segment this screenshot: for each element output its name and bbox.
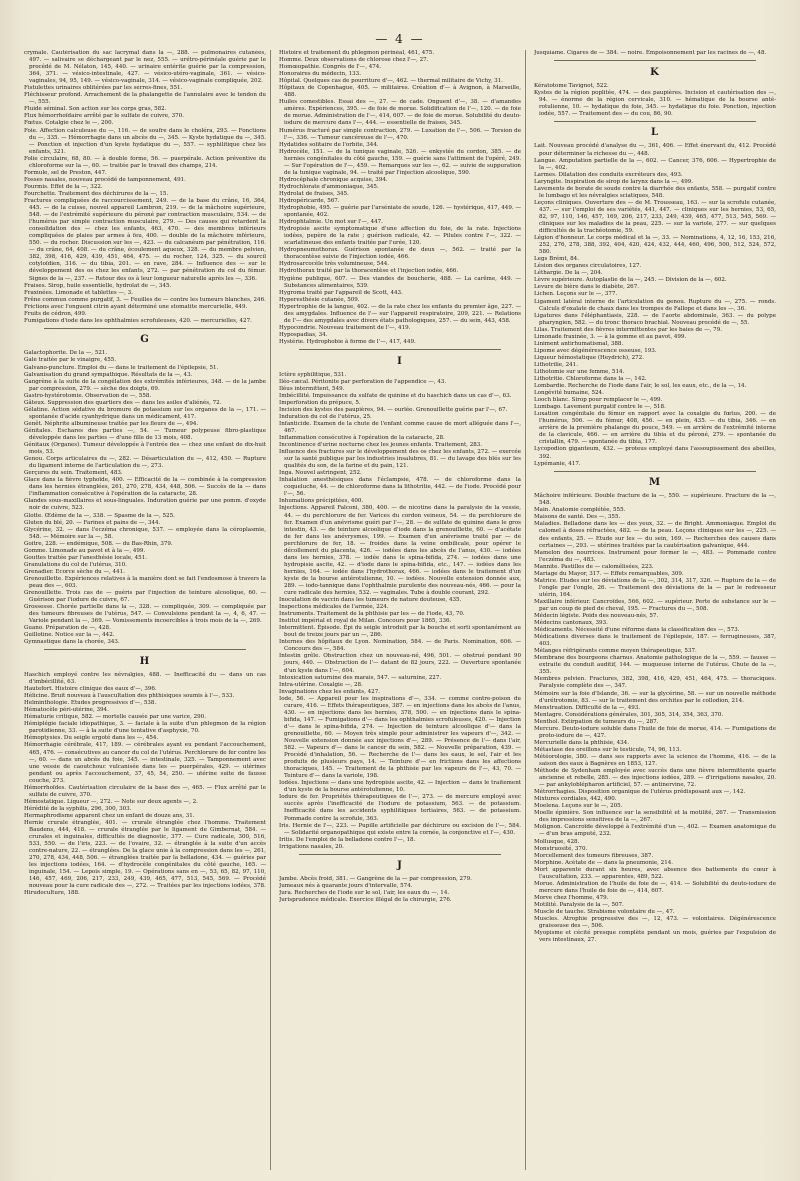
index-entry: Formule, sel de Preston, 447.: [24, 169, 107, 176]
index-column-middle: [279, 50, 526, 1170]
section-letter: H: [139, 655, 151, 667]
index-entry: Langue. Amputation partielle de la —, 602. — Cancer, 376, 606. — Hypertrophie de la —, 402.: [534, 157, 776, 171]
index-entry: Luxation congénitale du fémur en rapport avec la coxalgie du fœtus, 200. — de l'humérus, 506. — du fémur, 408, 456. — en plein, 435. — du tibia, 346. — en arrière de la première phalange du pouce, 549. — en arrière de l'extrémité interne de la clavicule, 466. — en arrière du tibia et du péroné, 279. — spontanée du cristallin, 479. — spontanée du tibia, 177.: [534, 411, 776, 446]
index-entry: Lombardie. Recherche de l'iode dans l'air, le sol, les eaux, etc., de la —, 14.: [534, 383, 747, 390]
index-entry: Genou. Corps articulaires du —, 282. — Désarticulation du —, 412, 450. — Rupture du ligament interne de l'articulation du —, 273.: [24, 456, 266, 470]
index-entry: Lypémanie, 417.: [534, 460, 581, 467]
index-entry: Génitales. Eschares des parties —, 54. — Tumeur polypeuse fibro-plastique développée dans les parties — d'une fille de 13 mois, 408.: [24, 427, 266, 441]
index-entry: Fourmis. Effet de la —, 322.: [24, 183, 103, 190]
index-entry: Menthol. Extirpation de tumeurs du —, 287.: [534, 718, 659, 725]
index-entry: Guillotine. Notice sur la —, 442.: [24, 632, 115, 639]
index-entry: Infanticide. Examen de la chute de l'enfant comme cause de mort alléguée dans l'—, 467.: [279, 420, 521, 434]
index-entry: Imperforation du prépuce, 5.: [279, 399, 361, 406]
index-entry: Myopisme et cécité presque complète pendant un mois, guéries par l'expulsion de vers intestinaux, 27.: [534, 930, 776, 944]
index-entry: Fluide séminal. Son action sur les corps gras, 582.: [24, 106, 167, 113]
index-entry: Grenouillette. Trois cas de — guéris par l'injection de teinture alcoolique, 60. — Guérison par l'iodure de cuivre, 67.: [24, 590, 266, 604]
page-number: — 4 —: [375, 32, 425, 46]
index-entry: Homœopathie. Congrès de l'—, 474.: [279, 64, 382, 71]
index-entry: Instruments. Traitement de la phthisie par les — de l'iode, 43, 70.: [279, 611, 465, 618]
index-entry: Morue. Administration de l'huile de foie de —, 414. — Solubilité du deuto-iodure de mercure dans l'huile de foie de —, 414, 607.: [534, 880, 776, 894]
index-entry: Gluten du blé, 20. — Farines et pains de —, 344.: [24, 519, 161, 526]
index-entry: Intestin grêle. Obstruction chez un nouveau-né, 496, 501. — obstrué pendant 90 jours, 440. — Obstruction de l'— datant de 82 jours, 222. — Ouverture spontanée d'un kyste dans l'—, 604.: [279, 653, 521, 674]
index-entry: Hydrophtalmie. Un mot sur l'—, 447.: [279, 219, 383, 226]
index-entry: Fumigations d'iode dans les ophthalmies scrofuleuses, 420. — mercurielles, 427.: [24, 317, 252, 324]
index-entry: Lithotritie. Chloroforme dans la —, 142.: [534, 376, 647, 383]
index-entry: Hématocèle péri-utérine, 394.: [24, 707, 109, 714]
index-entry: Molignon. Cancroïde développé à l'extrémité d'un —, 402. — Examen anatomique du — d'un bras amputé, 232.: [534, 824, 776, 838]
index-entry: Hématurie critique, 582. — mortelle causée par une varice, 290.: [24, 714, 206, 721]
index-entry: Looch blanc. Sirop pour remplacer le —, 499.: [534, 397, 663, 404]
index-entry: Liniment antirhumatismal, 388.: [534, 340, 624, 347]
section-divider: [554, 471, 756, 472]
index-entry: Maladies. Belladone dans les — des yeux, 32. — de Bright. Ammoniaque. Emploi du calomel à doses réfractées, 482. — de la peau. Leçons cliniques sur les —, 225. — des enfants, 25. — Etude sur les — du sein, 169. — Recherches des causes dans certaines —, 293. — utérines traitées par la cautérisation galvanique, 444.: [534, 521, 776, 549]
index-entry: Hydrothorax traité par la thoracentèse et l'injection iodée, 466.: [279, 268, 459, 275]
index-entry: Hélicine. Bruit nouveau à l'auscultation des phthisiques soumis à l'—, 533.: [24, 693, 235, 700]
index-entry: Institut impérial et royal de Milan. Concours pour 1865, 336.: [279, 618, 452, 625]
index-entry: Galactophorite. De la —, 521.: [24, 350, 108, 357]
index-columns: [24, 50, 776, 1170]
index-entry: Menstruation. Difficulté de la —, 493.: [534, 704, 641, 711]
index-entry: Muscles. Atrophie progressive des —, 12, 473. — volontaires. Dégénérescence graisseuse des —, 506.: [534, 916, 776, 930]
index-entry: Mannite. Pastilles de — calomélisées, 223.: [534, 563, 654, 570]
section-letter: G: [140, 334, 150, 346]
index-entry: Galvano-puncture. Emploi du — dans le traitement de l'épilepsie, 51.: [24, 364, 219, 371]
index-entry: Laryngite. Inspiration de sirop de larynx dans la —, 499.: [534, 178, 694, 185]
index-entry: Kératotome Tavignot, 522.: [534, 82, 609, 89]
index-entry: Iris. Hernie de l'—, 223. — Pupille artificielle par déchirure ou excision de l'—, 584. — Solidarité organopathique qui existe entre la cornée, la conjonctive et l'—, 430.: [279, 822, 521, 836]
index-entry: Influence des fractures sur le développement des os chez les enfants, 272. — exercée sur la santé publique par les industries insalubres, 81. — du lavage des blés sur les qualités du son, de la farine et du pain, 121.: [279, 449, 521, 470]
index-entry: Frêne commun comme purgatif, 3. — Feuilles de — contre les tumeurs blanches, 246.: [24, 296, 266, 303]
index-entry: Ligament latéral interne de l'articulation du genou. Rupture du —, 275. — ronds. Calculs d'oxalate de chaux dans les trompes de Fallope et dans les —, 36.: [534, 298, 776, 312]
index-entry: Huiles comestibles. Essai des —, 27. — de cade. Onguent d'—, 38. — d'amandes amères. Expériences, 395. — de foie de morue. Solidification de l'—, 120. — de foie de morue. Administration de l'—, 414, 607. — de foie de morue. Solubilité du deuto-iodure de mercure dans l'—, 444. — essentielle de fraises, 345.: [279, 99, 521, 127]
index-entry: Mamelon des nourrices. Instrument pour former le —, 483. — Pommade contre l'eczéma du —, 483.: [534, 549, 776, 563]
section-letter: I: [397, 355, 403, 367]
index-entry: Méthode de Sydenham employée avec succès dans une fièvre intermittente quarte ancienne et rebelle, 285. — des injections iodées, 289. — d'irrigations nasales, 20. — par ankyloblépharon artificiel, 57. — antinervine, 72.: [534, 768, 776, 789]
index-entry: Helminthologie. Etudes progressives d'—, 538.: [24, 700, 157, 707]
index-entry: Intermittent. Épisode. Épi du seigle introduit par la bouche et sorti spontanément au bout de treize jours par un —, 286.: [279, 625, 521, 639]
index-entry: Gymnastique dans la chorée, 343.: [24, 639, 120, 646]
index-entry: Médecins cantonaux, 393.: [534, 620, 608, 627]
index-entry: Muscle de tauche. Strabisme volontaire du —, 47.: [534, 908, 675, 915]
index-entry: Fosses nasales, nouveau procédé de tamponnement, 491.: [24, 176, 186, 183]
index-entry: Longévité humaine, 524.: [534, 390, 604, 397]
index-entry: Morve chez l'homme, 479.: [534, 894, 609, 901]
index-entry: Gale traitée par le vinaigre, 455.: [24, 357, 117, 364]
index-entry: Homme. Deux observations de chlorose chez l'—, 27.: [279, 57, 429, 64]
index-entry: crymale. Cautérisation du sac lacrymal dans la —, 288. — pulmonaires cutanées, 497. — salivaire se déchargeant par le nez, 555. — urétro-périnéale guérie par le procédé de M. Nélaton, 145, 440. — urinaire entérite guérie par la compression, 364, 371. — vésico-intestinale, 427. — vésico-utéro-vaginale, 361. — vésico-vaginales, 94, 95, 149. — vésico-vaginale, 314. — vésico-vaginale compliquée, 202.: [24, 50, 266, 85]
index-entry: Métastase des oreillons sur le testicule, 74, 96, 113.: [534, 746, 682, 753]
index-entry: Folie circulaire, 68, 80. — à double forme, 56. — puerpérale. Action préventive du chloroforme sur la —, 60. — traitée par le travail des champs, 214.: [24, 155, 266, 169]
index-entry: Membrane des bourgeons charnus. Anatomie pathologique de la —, 559. — fausse — extraite du conduit auditif, 144. — muqueuse interne de l'utérus. Chute de la —, 355.: [534, 655, 776, 676]
index-entry: Hydropneumothorax. Guérison spontanée de deux —, 562. — traité par la thoracentèse suivie de l'injection iodée, 466.: [279, 247, 521, 261]
index-entry: Leçons cliniques. Ouverture des — de M. Trousseau, 163. — sur la scrofule cutanée, 437. — sur l'emploi de ses variétés, 441, 447. — cliniques sur les hernies, 53, 65, 82, 97, 110, 146, 457, 169, 206, 217, 233, 249, 439, 465, 477, 513, 545, 569. — cliniques sur les maladies de la peau, 225. — sur la variole, 277. — sur quelques difficultés de la trachéotomie, 59.: [534, 199, 776, 235]
section-divider: [44, 328, 246, 329]
index-entry: Induration du col de l'utérus, 25.: [279, 413, 372, 420]
section-divider: [299, 349, 501, 350]
index-entry: Hermaphrodisme apparent chez un enfant de douze ans, 31.: [24, 812, 195, 819]
index-entry: Hirudoculture, 188.: [24, 890, 80, 897]
index-entry: Membres pelvien. Fractures, 382, 398, 416, 429, 451, 464, 475. — thoraciques. Paralysie complète des —, 347.: [534, 676, 776, 690]
index-entry: Hypocondrie. Nouveau traitement de l'—, 419.: [279, 324, 411, 331]
index-entry: Galvanisation du grand sympathique. Résultats de la —, 43.: [24, 371, 193, 378]
index-entry: Mélanges réfrigérants comme moyen thérapeutique, 537.: [534, 648, 697, 655]
index-entry: Liqueur hémostatique (Heydrich), 272.: [534, 354, 644, 361]
index-entry: Hydrophobie, 495. — guérie par l'arséniate de soude, 126. — hystérique, 417, 449. — spontanée, 402.: [279, 205, 521, 219]
index-entry: Gélatine. Action sédative du bromure de potassium sur les organes de la —, 171. — spontanée d'acide cyanhydrique dans un médicament, 417.: [24, 406, 266, 420]
index-entry: Hémorrhagie cérébrale, 417, 189. — cérébrales ayant eu pendant l'accouchement, 465, 476. — consécutives au cancer du col de l'utérus. Perchlorure de fer contre les —, 60. — dans un abcès du foie, 345. — intestinale, 325. — Tamponnement avec une vessie de caoutchouc vulcanisée dans les — puerpérales, 429. — utérines pendant ou après l'accouchement, 37, 45, 54, 250. — utérine suite de fausse couche, 273.: [24, 742, 266, 784]
section-divider: [44, 649, 246, 650]
index-entry: Hémorrhoïdes. Cautérisation circulaire de la base des —, 465. — Flux arrêté par le sulfate de cuivre, 370.: [24, 784, 266, 798]
index-entry: Fléchisseur profond. Arrachement de la phalangette de l'annulaire avec le tendon du —, 555.: [24, 92, 266, 106]
index-entry: Jambe. Abcès froid, 381. — Gangrène de la — par compression, 279.: [279, 876, 472, 883]
index-entry: Mercure. Deuto-iodure soluble dans l'huile de foie de morue, 414. — Fumigations de proto-iodure de —, 427.: [534, 725, 776, 739]
index-entry: Jusquiame. Cigares de — 384. — noire. Empoisonnement par les racines de —, 48.: [534, 50, 767, 56]
index-entry: Iodées. Injections — dans une hydropisie ascite, 42. — Injection — dans le traitement d'un kyste de la bourse antérotulienne, 10.: [279, 780, 521, 794]
section-divider: [554, 60, 756, 61]
index-entry: Kystes de la région poplitée, 474. — des paupières. Incision et cautérisation des —, 94. — énorme de la région cervicale, 310. — hématique de la bourse anté-rotulienne, 10. — hydatique du foie, 345. — hydatique du foie. Ponction, injection iodée, 557. — Traitement des — du cou, 86, 90.: [534, 89, 776, 117]
index-entry: Hôpitaux de Copenhague, 405. — militaires. Création d'— à Avignon, à Marseille, 488.: [279, 85, 521, 99]
index-entry: Mariage du Mayor, 317. — Effets remarquables, 309.: [534, 570, 684, 577]
index-entry: Hypospadias, 34.: [279, 331, 328, 338]
index-entry: Guano. Préparation de —, 428.: [24, 625, 111, 632]
index-entry: Grossesse. Chorée partielle dans la —, 328. — compliquée, 309. — compliquée par des tumeurs fibreuses de l'utérus, 547. — Convulsions pendant la —, 4, 6, 47. — Variole pendant la —, 369. — Vomissements incoercibles à trois mois de la —, 269.: [24, 604, 266, 625]
index-entry: Gastro-hystérotomie. Observation de —, 558.: [24, 392, 152, 399]
index-entry: Lavements de borate de soude contre la diarrhée des enfants, 558. — purgatif contre le lumbago et les névralgies sciatiques, 548.: [534, 185, 776, 199]
index-entry: Inoculation de vaccin dans les tumeurs de nature douteuse, 435.: [279, 597, 462, 604]
index-entry: Gangrène à la suite de la congélation des extrémités inférieures, 348. — de la jambe par compression, 279. — sèche des doigts, 69.: [24, 378, 266, 392]
index-entry: Médecin légiste. Poids des nouveau-nés, 57.: [534, 613, 659, 620]
index-entry: Goitre, 228. — endémique, 508. — du Bas-Rhin, 379.: [24, 540, 173, 547]
index-entry: Hémostatique. Liqueur —, 272. — Note sur deux agents —, 2.: [24, 798, 198, 805]
index-entry: Grenadier. Ecorce sèche du —, 441.: [24, 568, 125, 575]
index-entry: Invaginations chez les enfants, 427.: [279, 688, 380, 695]
index-entry: Gouttes traitée par l'anesthésie locale, 451.: [24, 554, 148, 561]
index-entry: Moelena. Leçons sur le —, 205.: [534, 803, 623, 810]
section-letter: L: [650, 127, 660, 139]
index-entry: Injections. Appareil Falconi, 380, 400. — de nicotine dans la paralysie de la vessie, 44. — du perchlorure de fer. Varices du cordon veineux, 54. — du perchlorure de fer. Examen d'un anévrisme guéri par l'—, 28. — de sulfate de quinine dans le gros intestin, 43. — de teinture alcoolique d'iode dans la grenouillette, 60. — d'acétate de fer dans les anévrysmes, 199. — Examen d'un anévrisme traité par — de perchlorure de fer, 18. — froides dans la veine ombilicale, pour opérer le décollement du placenta, 426. — iodées dans les abcès de l'anus, 430. — iodées dans les hernies, 378. — iodée dans le spina-bifida, 274. — iodées dans une hydropisie ascite, 42. — d'iode dans le spina-bifida, etc., 147. — iodées dans les hernies, 164. — iodée dans l'hydrothorax, 466. — iodées dans le traitement d'un kyste de la bourse antérotulienne, 10. — iodées. Nouvelle extension donnée aux, 289. — iodo-tannique dans l'ophthalmie purulente des nouveau-nés, 466. — pour la cure radicale des hernies, 532. — vaginales. Tube à double courant, 292.: [279, 505, 521, 597]
index-entry: Fœtus. Cotalgie chez le —, 200.: [24, 120, 114, 127]
index-entry: Hémoptysies. Du seigle ergoté dans les —, 454.: [24, 735, 159, 742]
index-column-right: [534, 50, 776, 1170]
index-entry: Intra-utérine. Coxalgie —, 28.: [279, 681, 363, 688]
index-entry: Hautefort. Histoire clinique des eaux d'—, 396.: [24, 686, 157, 693]
index-entry: Honoraires du médecin, 133.: [279, 71, 361, 78]
index-entry: Hyperesthésie cutanée, 509.: [279, 296, 360, 303]
index-entry: Larmes. Dilatation des conduits excréteurs des, 493.: [534, 171, 683, 178]
index-entry: Morphine. Acétate de — dans la pneumonie, 214.: [534, 859, 674, 866]
index-entry: Moelle épinière. Son influence sur la sensibilité et la motilité, 267. — Transmission des impressions sensitives de la —, 267.: [534, 810, 776, 824]
index-entry: Matrice. Etudes sur les déviations de la —, 302, 314, 317, 326. — Rupture de la — de l'ongle par l'ongle, 26. — Traitement des déviations de la — par le redresseur utérin, 164.: [534, 577, 776, 598]
index-entry: Foie. Affection calculeuse du —, 116. — de soufre dans le choléra, 293. — Fonctions du —, 335. — Hémorrhagie dans un abcès du —, 345. — Kyste hydatique du —, 345. — Ponction et injection d'un kyste hydatique du —, 557. — syphilitique chez les enfants, 321.: [24, 127, 266, 155]
index-entry: Internes des hôpitaux de Lyon. Nomination, 584. — de Paris. Nomination, 606. — Concours des —, 584.: [279, 639, 521, 653]
index-entry: Levure de bière dans le diabète, 267.: [534, 284, 639, 291]
index-entry: Hydrolat de fraises, 345.: [279, 190, 349, 197]
index-entry: Irrigations nasales, 20.: [279, 843, 344, 850]
index-entry: Inflammation consécutive à l'opération de la cataracte, 28.: [279, 434, 445, 441]
index-entry: Iode, 56. — Appareil pour les inspirations d'—, 334. — comme contre-poison du curare, 416. — Effets thérapeutiques, 387. — en injections dans les abcès de l'anus, 430. — en injections dans les hernies, 378, 500. — en injections dans le spina-bifida, 147. — Fumigations d'— dans les ophthalmies scrofuleuses, 420. — Injection d'— dans le spina-bifida, 274. — Injection de teinture alcoolique d'— dans la grenouillette, 60. — Moyen très simple pour administrer les vapeurs d'—, 342. — Nouvelle extension donnée aux injections d'—, 289. — Présence de l'— dans l'air, 582. — Vapeurs d'— dans le cancer du sein, 582. — Nouvelle préparation, 439. — Procédé d'inhalation, 56. — Recherche de l'— dans les eaux, le sel, l'air et les produits de plusieurs pays, 14. — Teinture d'— en frictions dans les affections thoraciques, 145. — Traitement de la phthisie par les vapeurs de l'—, 43, 70. — Teinture d'— dans la variole, 198.: [279, 695, 521, 780]
index-entry: Lipome avec dégénérescence osseuse, 193.: [534, 347, 657, 354]
index-entry: Fractures compliquées de raccourcissement, 249. — de la base du crâne, 16, 364, 445. — de la cuisse, nouvel appareil Lambron, 219. — de la mâchoire supérieure, 548. — de l'extrémité supérieure du péroné par contraction musculaire, 534. — de l'humérus par simple contraction musculaire, 279. — Des causes qui retardent la consolidation des — chez les enfants, 463, 470. — des membres inférieurs compliquées de plaies par armes à feu, 400. — double de la mâchoire inférieure, 550. — du rocher. Discussion sur les —, 423. — du calcanéum par pénétration, 116. — du crâne, 64, 408. — du crâne, écoulement aqueux, 328. — du membre pelvien, 382, 398, 416, 429, 439, 451, 464, 475. — du rocher, 124, 325. — du sourcil cotyloïdien, 316. — du tibia, 201. — en rave, 284. — Influence des — sur le développement des os chez les enfants, 272. — par pénétration du col du fémur. Signes de la —, 237. — Retour des os à leur longueur naturelle après les —, 336.: [24, 197, 266, 282]
index-entry: Légion d'honneur. Le corps médical et la —, 33. — Nominations, 4, 12, 16, 153, 216, 252, 276, 278, 388, 392, 404, 420, 424, 432, 444, 460, 496, 500, 512, 524, 572, 580.: [534, 235, 776, 256]
index-entry: Hydropéricarde, 567.: [279, 197, 340, 204]
index-entry: Hémiplégie faciale idiopathique, 3. — faciale à la suite d'un phlegmon de la région parotidienne, 33. — à la suite d'une tentative d'asphyxie, 70.: [24, 721, 266, 735]
index-entry: Hernie crurale étranglée, 401. — crurale étranglée chez l'homme. Traitement Baudens, 444, 418. — crurale étranglée par le ligament de Gimbernat, 584. — crurales et inguinales, difficultés de diagnostic, 377. — Cure radicale, 300, 516, 533, 550. — de l'iris, 223. — de l'ovaire, 32. — étranglée à la suite d'un accès contre-nature, 22. — étranglées. De la glace unie à la compression dans les —, 261, 270, 278, 434, 448, 506. — étranglées traitée par la belladone, 434. — guéries par les injections iodées, 164. — d'hydrocèle congénitales du côté gauche, 165. — inguinale, 154. — Lepois simple, 19. — Opérations sans en —, 53, 65, 82, 97, 110, 146, 457, 469, 206, 217, 233, 249, 439, 465, 477, 513, 545, 569. — Procédé nouveau pour la cure radicale des —, 272. — Traitées par les injections iodées, 378.: [24, 819, 266, 890]
index-entry: Hystérie. Hydrophobie à forme de l'—, 417, 449.: [279, 338, 416, 345]
section-letter: K: [650, 66, 660, 78]
index-entry: Lésion des organes circulatoires, 127.: [534, 263, 642, 270]
index-entry: Limonade fraxinée, 3. — à la gomme et au pavot, 499.: [534, 333, 687, 340]
index-entry: Mâchoire inférieure. Double fracture de la —, 550. — supérieure. Fracture de la —, 548.: [534, 493, 776, 507]
index-entry: Inga. Nouvel astringent, 252.: [279, 470, 362, 477]
index-entry: Hydatides solitaire de l'orbite, 344.: [279, 141, 379, 148]
index-entry: Monstruosité, 370.: [534, 845, 588, 852]
index-column-left: [24, 50, 271, 1170]
index-entry: Lumbago. Lavement purgatif contre le —, 518.: [534, 404, 666, 411]
index-entry: Glycérine, 32. — dans l'eczéma chronique, 537. — employée dans la céroplasmie, 548. — Mémoire sur la —, 58.: [24, 526, 266, 540]
section-divider: [299, 854, 501, 855]
index-entry: Lithotomie sur une femme, 514.: [534, 368, 625, 375]
index-entry: Hérédité de la syphilis, 296, 300, 303.: [24, 805, 132, 812]
index-entry: Legs Brémt, 84.: [534, 256, 579, 263]
index-entry: Mixtures cordiales, 442, 490.: [534, 796, 617, 803]
index-entry: Inhalation anesthésiques dans l'éclampsie, 478. — de chloroforme dans la coqueluche, 44. — de chloroforme dans la lithotritie, 442. — de l'iode. Procédé pour l'—, 56.: [279, 477, 521, 498]
index-entry: Lithotrilie, 241.: [534, 361, 578, 368]
index-entry: Hydrochlorate d'ammoniaque, 345.: [279, 183, 379, 190]
index-entry: Génitaux (Organes). Tumeur développée à l'entrée des — chez une enfant de dix-huit mois, 53.: [24, 442, 266, 456]
index-entry: Glotte. Œdème de la —, 338. — Spasme de la —, 525.: [24, 512, 175, 519]
index-entry: Incontinence d'urine nocturne chez les jeunes enfants. Traitement, 283.: [279, 442, 483, 449]
index-entry: Iritis. De l'emploi de la belladone contre l'—, 18.: [279, 836, 416, 843]
index-entry: Hydrocéphale chronique acquise, 394.: [279, 176, 388, 183]
index-entry: Hydropisie ascite symptomatique d'une affection du foie, de la rate. Injections iodées, pepère de la rate ; guérison radicale, 42. — Pilules contre l'—, 322. — scarlatineuse des enfants traitée par l'urée, 120.: [279, 226, 521, 247]
index-entry: Hydrocèle, 151. — de la tunique vaginale, 526. — enkystée du cordon, 385. — de hernies congénitales du côté gauche, 159. — guérie sans l'attiment de l'opéré, 249. — Sur l'opération de l'—, 459. — Remarques sur les —, 62. — suivie de suppuration de la tunique vaginale, 94. — traité par l'injection alcoolique, 590.: [279, 148, 521, 176]
index-entry: Incision des kystes des paupières, 94. — ourlée. Grenouillette guérie par l'—, 67.: [279, 406, 508, 413]
section-letter: M: [648, 477, 662, 489]
index-entry: Médicaments. Nécessité d'une réforme dans la classification des —, 573.: [534, 627, 740, 634]
index-entry: Mentagre. Considérations générales, 301, 305, 314, 354, 363, 370.: [534, 711, 724, 718]
index-entry: Hygroma traité par l'appareil de Scott, 443.: [279, 289, 403, 296]
index-entry: Mémoire sur la foie d'Islande, 36. — sur la glycérine, 58. — sur un nouvelle méthode d'urétrotomie, 83. — sur le traitement des orchites par le collodion, 214.: [534, 690, 776, 704]
index-entry: Genêt. Néphrite albumineuse traitée par les fleurs de —, 494.: [24, 420, 199, 427]
index-entry: Glandes sous-maxillaires et sous-linguales. Induration guérie par une pomm. d'oxyde noir de cuivre, 523.: [24, 498, 266, 512]
index-entry: Glace dans la fièvre typhoïde, 400. — Efficacité de la — combinée à la compression dans les hernies étranglées, 261, 270, 278, 434, 448, 506. — Succès de la — dans l'inflammation consécutive à l'opération de la cataracte, 28.: [24, 477, 266, 498]
index-entry: Grenouillette. Expériences relatives à la manière dont se fait l'endosmose à travers la peau des —, 603.: [24, 575, 266, 589]
index-entry: Fraises. Sirop, huile essentielle, hydrolat de —, 345.: [24, 282, 172, 289]
section-letter: J: [397, 860, 403, 872]
index-entry: Hypertrophie de la langue, 402. — de la rate chez les enfants du premier âge, 227. — des amygdales. Influence de l'— sur l'appareil respiratoire, 209, 221. — Relations de l'— des amygdales avec divers états pathologiques, 257. — du sein, 443, 458.: [279, 303, 521, 324]
index-entry: Iléo-cæcal. Péritonite par perforation de l'appendice —, 43.: [279, 378, 447, 385]
index-entry: Météorologie, 380. — dans ses rapports avec la science de l'homme, 416. — de la saison des eaux à Bagnères en 1853, 127.: [534, 753, 776, 767]
section-divider: [554, 121, 756, 122]
index-entry: Hydrosarcocèle très volumineuse, 544.: [279, 261, 390, 268]
index-entry: Mercurielle dans la phthisie, 434.: [534, 739, 629, 746]
index-entry: Frictions avec l'onguent citrin ayant déterminé une stomatite mercurielle, 449.: [24, 303, 248, 310]
index-entry: Inhumations précipitées, 400.: [279, 498, 364, 505]
index-entry: Ligatures dans l'éléphantiasis, 228. — de l'aorte abdominale, 363. — du polype pharyngien, 582. — du tronc thoraco brachial. Nouveau procédé de —, 55.: [534, 312, 776, 326]
index-entry: Haschich employé contre les névralgies, 488. — Inefficacité du — dans un cas d'imbécillité, 63.: [24, 671, 266, 686]
index-entry: Mort apparente durant six heures, avec absence des battements du cœur à l'auscultation, 233. — apparentes, 489, 522.: [534, 866, 776, 880]
index-entry: Maxillaire inférieur. Cancroïdes, 566, 602. — supérieur. Perte de substance sur le — par un coup de pied de cheval, 195. — Fractures du —, 508.: [534, 598, 776, 612]
index-entry: Humérus fracturé par simple contraction, 279. — Luxation de l'—, 506. — Torsion de l'—, 336. — Tumeur cancéreuse de l'—, 470.: [279, 127, 521, 141]
index-entry: Hôpital. Quelques cas de pourriture d'—, 462. — thermal militaire de Vichy, 31.: [279, 78, 503, 85]
index-entry: Iodure de fer. Propriétés thérapeutiques de l'—, 273. — de mercure employé avec succès après l'inefficacité de l'iodure de potassium, 563. — de potassium. Inefficacité dans les accidents syphilitiques tertiaires, 563. — de potassium. Pommade contre la scrofule, 363.: [279, 794, 521, 822]
index-entry: Lilas. Traitement des fièvres intermittentes par les baies de —, 79.: [534, 326, 722, 333]
index-entry: Hygiène publique, 607. — Des viandes de boucherie, 488. — La carême, 449. — Substances alimentaires, 539.: [279, 275, 521, 289]
index-entry: Maisons de santé. Des —, 355.: [534, 514, 621, 521]
index-entry: Lichen. Leçons sur le —, 377.: [534, 291, 618, 298]
index-entry: Fruits de cédron, 499.: [24, 310, 87, 317]
index-entry: Main. Anatomie complétée, 555.: [534, 507, 626, 514]
index-entry: Jura. Recherches de l'iode sur le sol, l'air, les eaux du —, 14.: [279, 890, 450, 897]
index-entry: Mollusque, 428.: [534, 838, 580, 845]
index-entry: Métrorrhagies. Disposition organique de l'utérus prédisposant aux —, 142.: [534, 789, 746, 796]
index-entry: Imbécillité. Impuissance du sulfate de quinine et du haschich dans un cas d'—, 63.: [279, 392, 512, 399]
index-entry: Lèvre supérieure. Autoplastie de la —, 245. — Division de la —, 602.: [534, 277, 727, 284]
index-entry: Fistulettes urinaires oblitérées par les serres-fines, 551.: [24, 85, 183, 92]
index-entry: Gâteux. Suppression des quartiers des — dans les asiles d'aliénés, 72.: [24, 399, 222, 406]
index-entry: Histoire et traitement du phlegmon périnéal, 461, 475.: [279, 50, 435, 56]
index-entry: Granulations du col de l'utérus, 310.: [24, 561, 127, 568]
index-entry: Gerçures du sein. Traitement, 483.: [24, 470, 123, 477]
index-entry: Fraxinées. Limonade et tablettes —, 3.: [24, 289, 133, 296]
index-entry: Ictère syphilitique, 531.: [279, 371, 347, 378]
index-entry: Médications diverses dans le traitement de l'épilepsie, 187. — ferrugineuses, 387, 403.: [534, 634, 776, 648]
index-entry: Flux hémorrhoïdaire arrêté par le sulfate de cuivre, 370.: [24, 113, 184, 120]
index-entry: Iléus intermittent, 549.: [279, 385, 345, 392]
index-entry: Lait. Nouveau procédé d'analyse du —, 361, 406. — Effet énervant du, 412. Procédé pour déterminer la richesse du —, 448.: [534, 143, 776, 157]
index-entry: Jurisprudence médicale. Exercice illégal de la chirurgie, 276.: [279, 897, 452, 904]
index-entry: Inspections médicales de l'armée, 224.: [279, 604, 389, 611]
index-entry: Intoxication saturnine des marais, 547. — saturnine, 227.: [279, 674, 442, 681]
index-entry: Gomme. Limonade au pavot et à la —, 499.: [24, 547, 146, 554]
index-entry: Lycopodion giganteum, 432. — proteus employé dans l'assoupissement des abeilles, 392.: [534, 446, 776, 460]
index-entry: Morcellement des tumeurs fibreuses, 387.: [534, 852, 654, 859]
index-entry: Fourchette. Traitement des déchirures de la —, 15.: [24, 190, 169, 197]
index-entry: Léthargie. De la —, 204.: [534, 270, 603, 277]
index-entry: Jumeaux nés à quarante jours d'intervalle, 574.: [279, 883, 413, 890]
index-entry: Motilité. Paralysie de la —, 507.: [534, 901, 624, 908]
